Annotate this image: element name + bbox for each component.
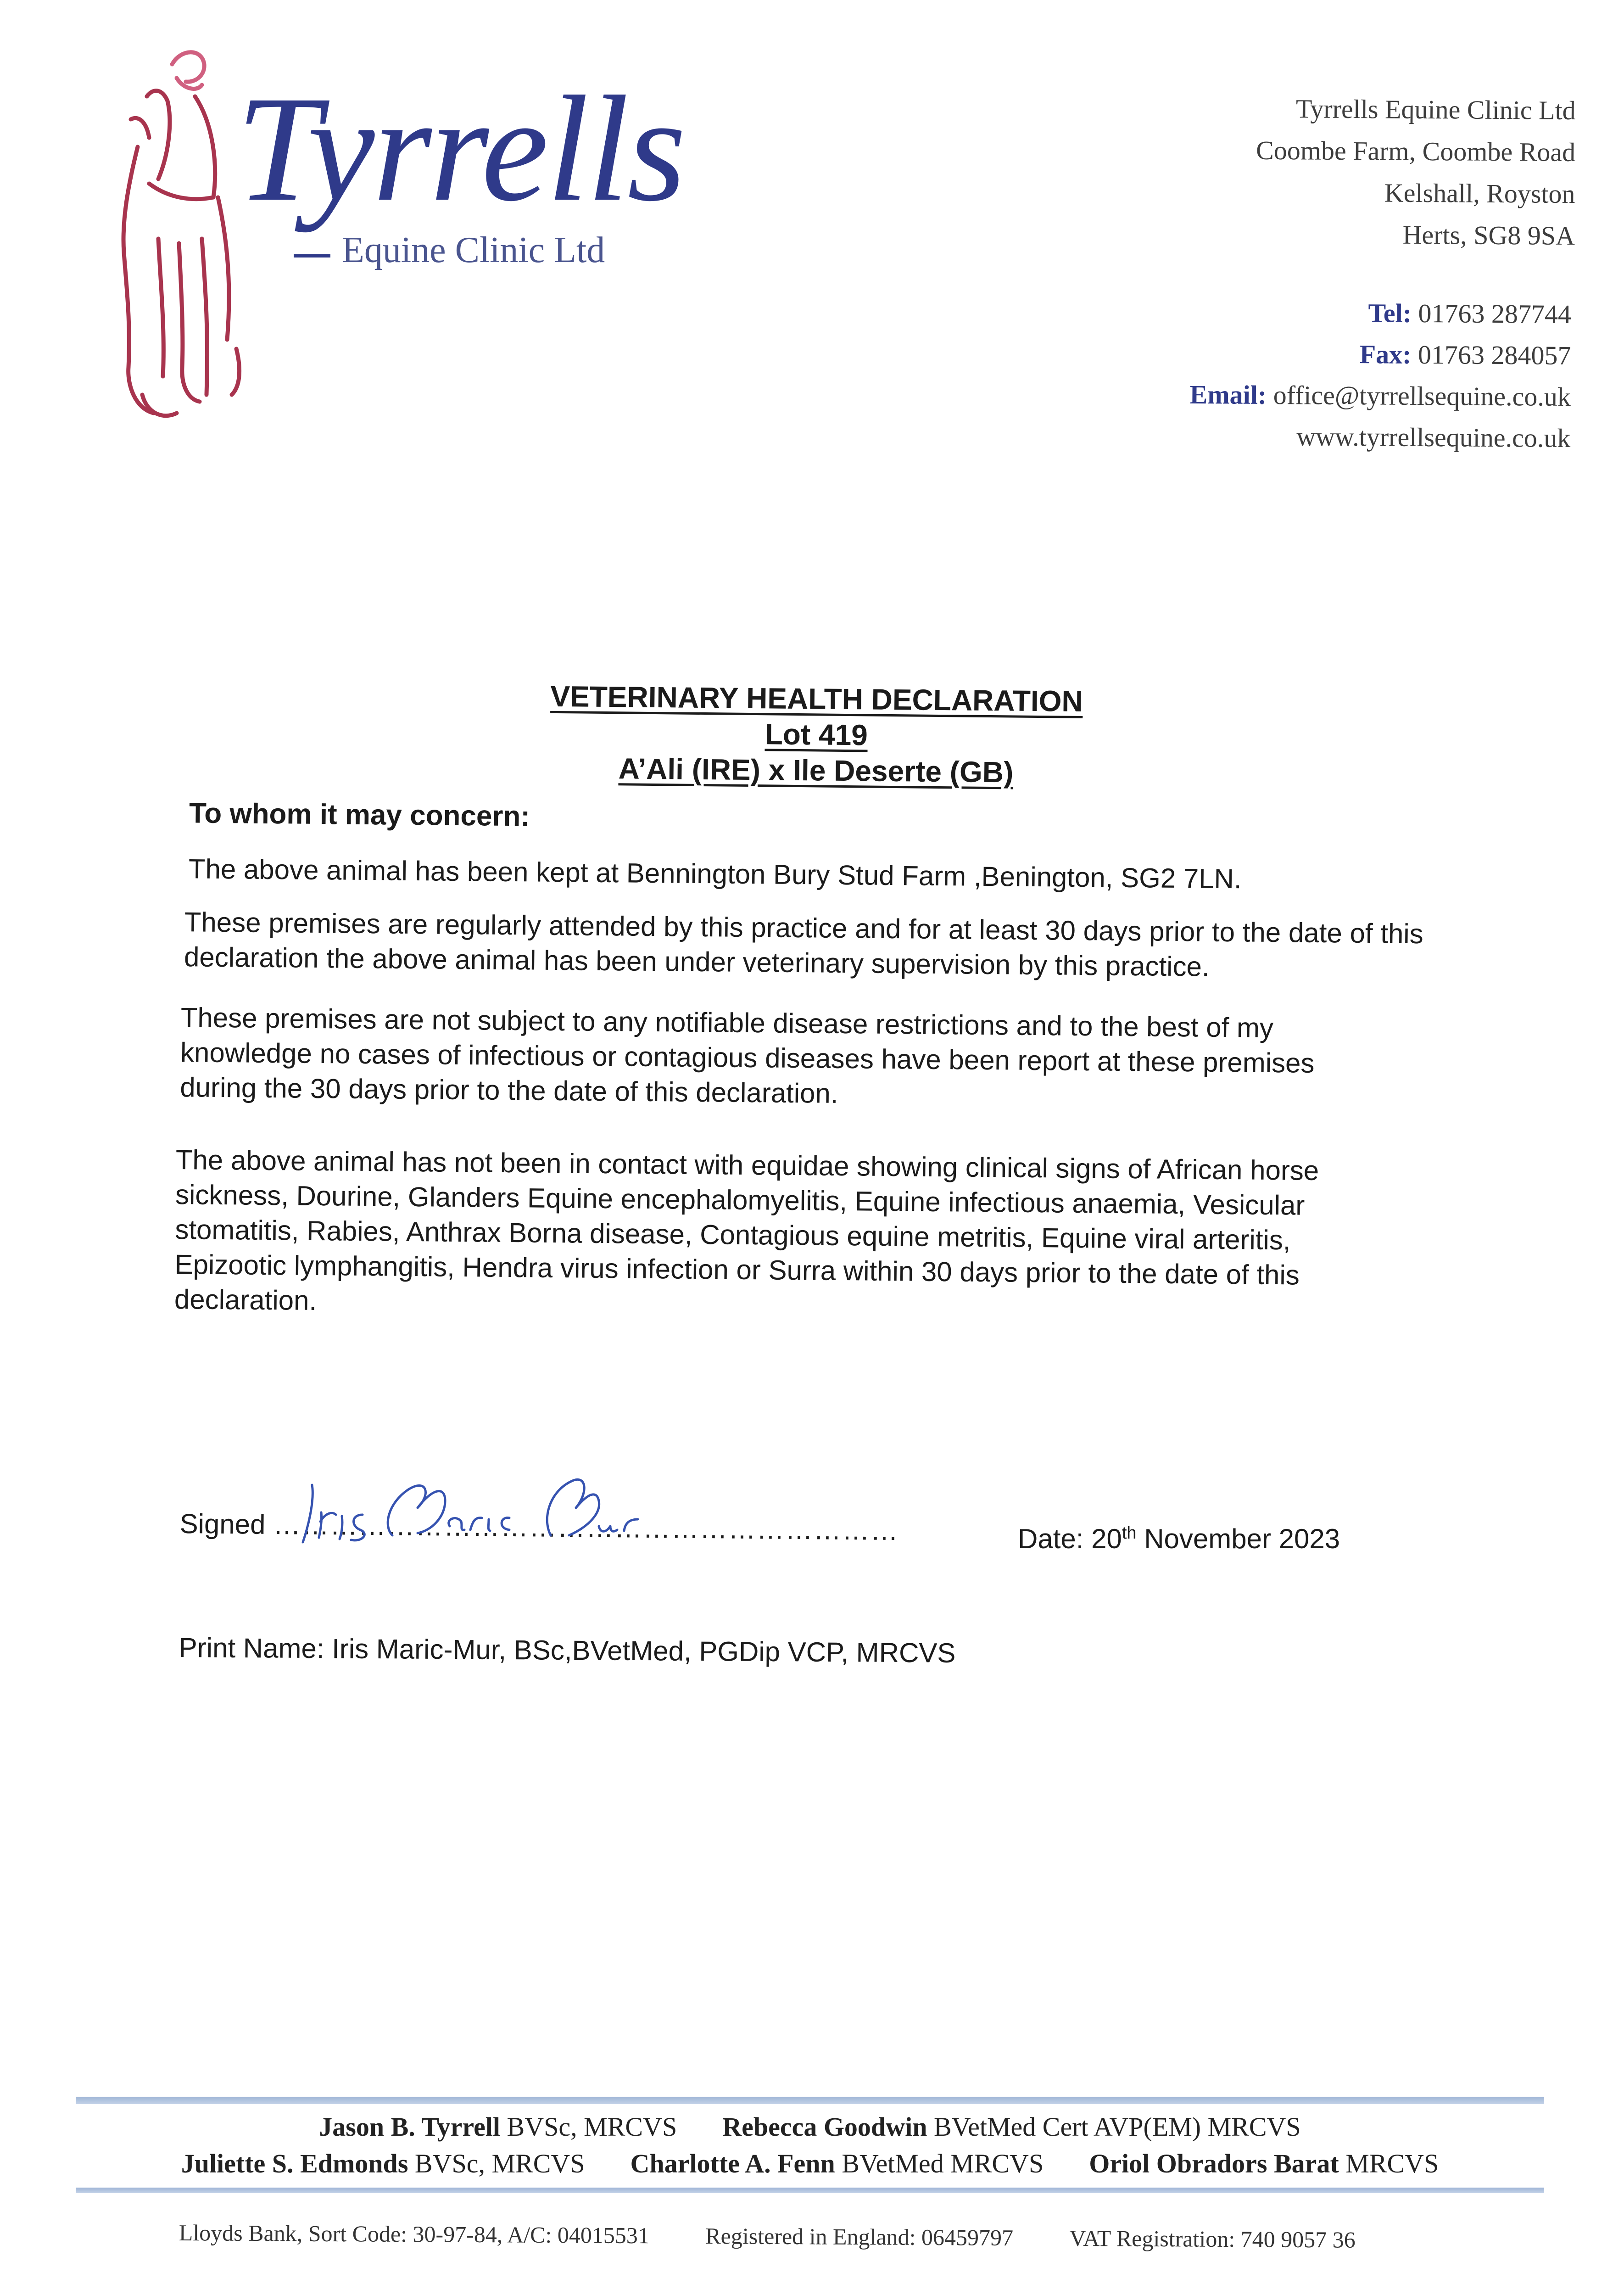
staff-quals: BVetMed MRCVS [842,2149,1044,2178]
footer-divider-bottom [76,2188,1544,2193]
address-line: Coombe Farm, Coombe Road [1256,135,1576,167]
brand-subtitle: Equine Clinic Ltd [342,230,605,270]
staff-quals: BVSc, MRCVS [507,2112,677,2142]
address-line: Kelshall, Royston [1384,178,1575,209]
bank-details: Lloyds Bank, Sort Code: 30-97-84, A/C: 04015531 [179,2220,649,2249]
staff-name: Charlotte A. Fenn [630,2149,835,2178]
clinic-contact [1189,291,1571,459]
fax-label: Fax: [1359,339,1412,369]
clinic-address [1256,88,1576,257]
staff-name: Oriol Obradors Barat [1089,2149,1339,2178]
staff-line [76,2111,1544,2142]
document-title: VETERINARY HEALTH DECLARATION [550,679,1083,718]
brand-dash [294,254,330,257]
signed-label: Signed [179,1508,266,1540]
staff-name: Jason B. Tyrrell [319,2112,501,2142]
tel-label: Tel: [1367,298,1412,328]
footer-divider-top [76,2097,1544,2104]
company-registration-line [179,2219,1406,2253]
paragraph-premises: The above animal has been kept at Bennington Bury Stud Farm ,Benington, SG2 7LN. [188,853,1242,895]
website-link[interactable]: www.tyrrellsequine.co.uk [1296,421,1571,453]
staff-quals: BVSc, MRCVS [414,2149,585,2178]
horse-logo-icon [103,46,255,422]
animal-pedigree: A’Ali (IRE) x Ile Deserte (GB) [618,752,1014,789]
salutation: To whom it may concern: [189,797,530,833]
tel-line [1190,291,1571,335]
handwritten-signature [294,1457,652,1558]
fax-value: 01763 284057 [1418,339,1571,370]
date-label: Date: [1018,1523,1084,1554]
staff-quals: MRCVS [1345,2149,1439,2178]
staff-quals: BVetMed Cert AVP(EM) MRCVS [933,2112,1301,2142]
declaration-heading [192,675,1441,794]
registered-number: Registered in England: 06459797 [705,2223,1014,2251]
date-suffix: th [1122,1523,1137,1543]
email-value[interactable]: office@tyrrellsequine.co.uk [1273,380,1571,412]
staff-name: Juliette S. Edmonds [181,2149,408,2178]
email-line [1189,374,1571,418]
signature-dotted-line: ………………………………………………………… [273,1509,899,1546]
staff-name: Rebecca Goodwin [722,2112,927,2142]
vat-number: VAT Registration: 740 9057 36 [1069,2225,1356,2253]
staff-line [76,2148,1544,2179]
date-month-year: November 2023 [1144,1523,1340,1554]
paragraph-restrictions: These premises are not subject to any notifiable disease restrictions and to the best of my knowledge no cases of infectious or contagious diseases have been report at these premises during the 30 days prior to the date of this declaration. [180,1002,1315,1109]
paragraph-contact: The above animal has not been in contact with equidae showing clinical signs of African horse sickness, Dourine, Glanders Equine encephalomyelitis, Equine infectious anaemia, Vesicular stomatitis, Rabies, Anthrax Borna disease, Contagious equine metritis, Equine viral arteritis, Epizootic lymphangitis, Hendra virus infection or Surra within 30 days prior to the date of this declaration. [174,1144,1319,1316]
document-body [171,675,1425,1329]
fax-line [1190,333,1571,376]
print-name: Print Name: Iris Maric-Mur, BSc,BVetMed, PGDip VCP, MRCVS [179,1632,956,1668]
declaration-date [1018,1523,1340,1555]
brand-name: Tyrrells [236,65,685,233]
lot-number: Lot 419 [765,717,868,752]
tel-value: 01763 287744 [1418,298,1571,329]
date-day: 20 [1091,1523,1122,1554]
address-line: Tyrrells Equine Clinic Ltd [1295,94,1576,125]
email-label: Email: [1189,379,1267,410]
paragraph-supervision: These premises are regularly attended by this practice and for at least 30 days prior to the date of this declaration the above animal has been under veterinary supervision by this practice. [184,907,1424,982]
address-line: Herts, SG8 9SA [1402,219,1575,251]
